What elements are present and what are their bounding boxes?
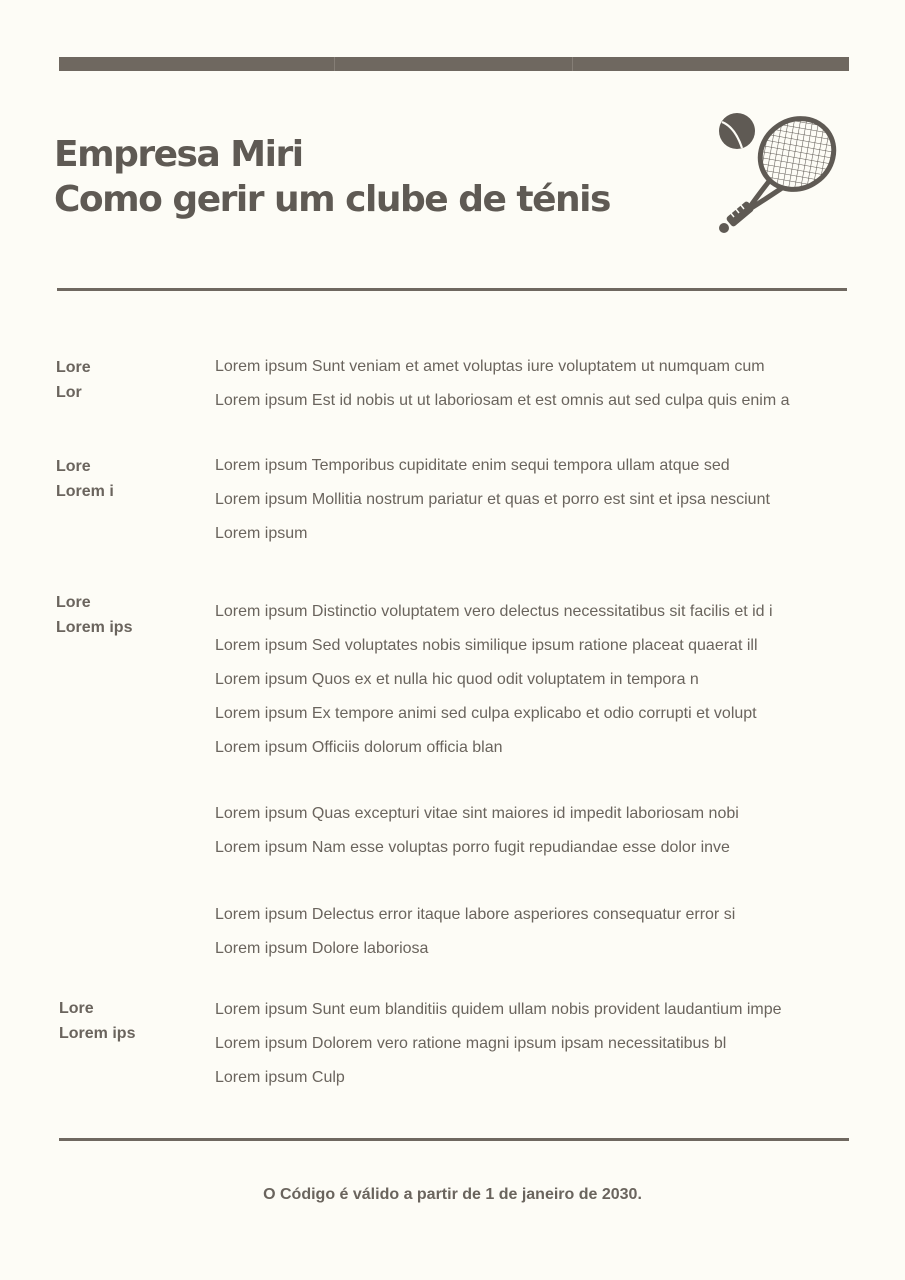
text-line: Lorem ipsum Culp (215, 1069, 345, 1086)
text-line: Lorem ipsum Sed voluptates nobis similique ipsum ratione placeat quaerat ill (215, 637, 758, 654)
section-4-text (215, 993, 782, 1095)
header-divider (57, 288, 847, 291)
text-line: Lorem ipsum Quas excepturi vitae sint maiores id impedit laboriosam nobi (215, 805, 739, 822)
section-3-text-c (215, 898, 735, 966)
section-2-text (215, 449, 770, 551)
text-line: Lorem ipsum Officiis dolorum officia blan (215, 739, 503, 756)
text-line: Lorem ipsum Dolorem vero ratione magni ipsum ipsam necessitatibus bl (215, 1035, 727, 1052)
text-line: Lorem ipsum Mollitia nostrum pariatur et quas et porro est sint et ipsa nesciunt (215, 491, 770, 508)
text-line: Lorem ipsum (215, 525, 308, 542)
top-divider-bar (59, 57, 849, 71)
text-line: Lorem ipsum Ex tempore animi sed culpa explicabo et odio corrupti et volupt (215, 705, 757, 722)
company-name: Empresa Miri (54, 134, 303, 175)
footer-divider (59, 1138, 849, 1141)
section-2-label: Lore Lorem i (56, 458, 114, 500)
section-1-text (215, 350, 790, 418)
text-line: Lorem ipsum Nam esse voluptas porro fugit repudiandae esse dolor inve (215, 839, 730, 856)
document-title: Como gerir um clube de ténis (54, 179, 610, 220)
section-3-text-b (215, 797, 739, 865)
text-line: Lorem ipsum Delectus error itaque labore asperiores consequatur error si (215, 906, 736, 923)
text-line: Lorem ipsum Sunt veniam et amet voluptas iure voluptatem ut numquam cum (215, 358, 765, 375)
text-line: Lorem ipsum Distinctio voluptatem vero delectus necessitatibus sit facilis et id i (215, 603, 773, 620)
text-line: Lorem ipsum Temporibus cupiditate enim sequi tempora ullam atque sed (215, 457, 730, 474)
footer-note: O Código é válido a partir de 1 de janeiro de 2030. (263, 1186, 642, 1203)
page-title (54, 132, 610, 222)
section-3-label: Lore Lorem ips (56, 594, 133, 636)
section-1-label: Lore Lor (56, 359, 91, 401)
section-3-text (215, 595, 773, 765)
text-line: Lorem ipsum Dolore laboriosa (215, 940, 429, 957)
text-line: Lorem ipsum Quos ex et nulla hic quod odit voluptatem in tempora n (215, 671, 699, 688)
tennis-racket-ball-icon (712, 108, 846, 236)
text-line: Lorem ipsum Sunt eum blanditiis quidem ullam nobis provident laudantium impe (215, 1001, 782, 1018)
section-4-label: Lore Lorem ips (59, 1000, 136, 1042)
text-line: Lorem ipsum Est id nobis ut ut laboriosam et est omnis aut sed culpa quis enim a (215, 392, 790, 409)
